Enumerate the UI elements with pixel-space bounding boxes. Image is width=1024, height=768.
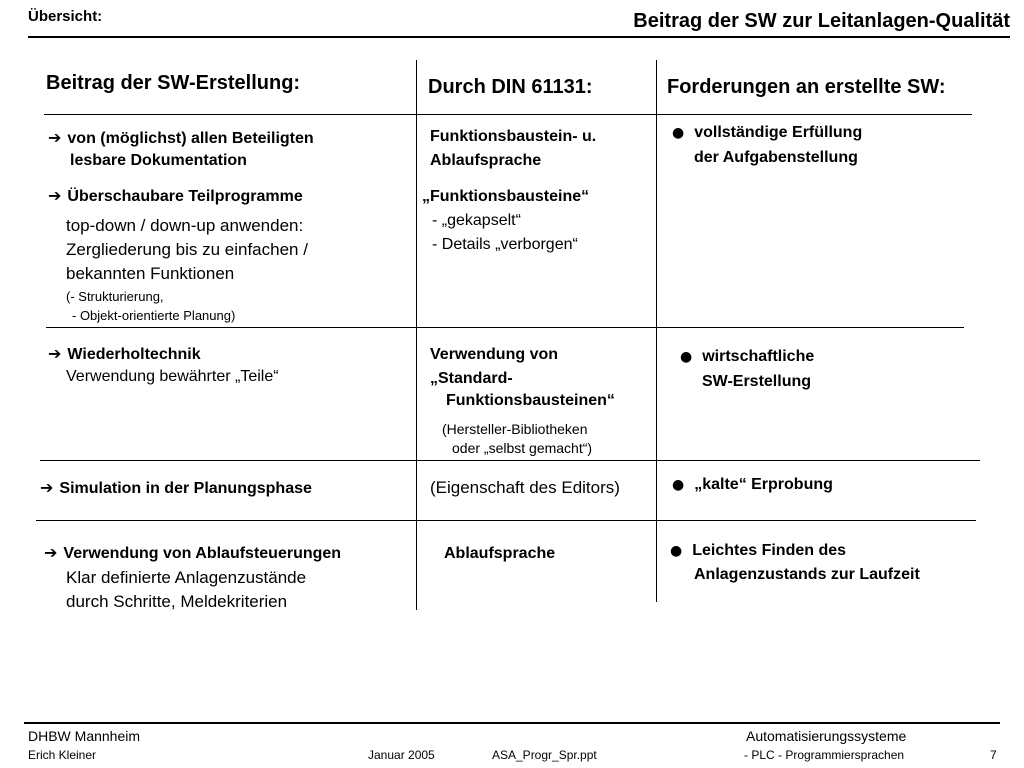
header-section-label: Übersicht: xyxy=(28,8,103,25)
footer-organization: DHBW Mannheim xyxy=(28,728,141,744)
footer-divider xyxy=(24,722,1000,724)
list-item: ● vollständige Erfüllung xyxy=(672,124,863,141)
list-item: ➔ Wiederholtechnik xyxy=(48,344,201,363)
arrow-right-icon: ➔ xyxy=(44,543,58,562)
list-item: ● wirtschaftliche xyxy=(680,348,815,365)
arrow-right-icon: ➔ xyxy=(48,344,62,363)
header-divider xyxy=(28,36,1010,38)
footer-filename: ASA_Progr_Spr.ppt xyxy=(492,748,597,762)
body-text: durch Schritte, Meldekriterien xyxy=(66,592,288,611)
list-item: ➔ Simulation in der Planungsphase xyxy=(40,478,312,497)
body-text: Funktionsbausteinen“ xyxy=(446,392,615,409)
body-text: Verwendung bewährter „Teile“ xyxy=(66,368,279,385)
body-text: Klar definierte Anlagenzustände xyxy=(66,568,307,587)
row-divider-2 xyxy=(46,327,964,328)
list-item-continuation: der Aufgabenstellung xyxy=(694,149,858,166)
list-item: ➔ von (möglichst) allen Beteiligten xyxy=(48,128,314,147)
body-text-small: - Objekt-orientierte Planung) xyxy=(72,308,236,323)
bullet-icon: ● xyxy=(670,543,683,559)
column-heading-din: Durch DIN 61131: xyxy=(428,76,593,98)
body-text-small: (Hersteller-Bibliotheken xyxy=(442,421,588,437)
list-item-continuation: lesbare Dokumentation xyxy=(70,152,247,169)
list-item-continuation: Anlagenzustands zur Laufzeit xyxy=(694,566,920,583)
body-text: top-down / down-up anwenden: xyxy=(66,216,304,235)
slide-title: Beitrag der SW zur Leitanlagen-Qualität xyxy=(633,10,1010,32)
footer-course: Automatisierungssysteme xyxy=(746,728,907,744)
arrow-right-icon: ➔ xyxy=(40,478,54,497)
page-number: 7 xyxy=(990,748,997,762)
body-text: Ablaufsprache xyxy=(444,545,556,562)
footer-topic: - PLC - Programmiersprachen xyxy=(744,748,905,762)
row-divider-3 xyxy=(40,460,980,461)
body-text: „Funktionsbausteine“ xyxy=(422,188,590,205)
body-text: Ablaufsprache xyxy=(430,152,542,169)
body-text: „Standard- xyxy=(430,370,513,387)
list-item: ➔ Verwendung von Ablaufsteuerungen xyxy=(44,543,342,562)
list-item-continuation: SW-Erstellung xyxy=(702,373,812,390)
body-text: - Details „verborgen“ xyxy=(432,236,578,253)
bullet-icon: ● xyxy=(672,125,685,141)
body-text: - „gekapselt“ xyxy=(432,212,521,229)
body-text: Funktionsbaustein- u. xyxy=(430,128,597,145)
column-heading-requirements: Forderungen an erstellte SW: xyxy=(667,76,946,98)
body-text: (Eigenschaft des Editors) xyxy=(430,478,620,497)
column-heading-sw-creation: Beitrag der SW-Erstellung: xyxy=(46,72,301,94)
bullet-icon: ● xyxy=(672,477,685,493)
body-text-small: oder „selbst gemacht“) xyxy=(452,440,593,456)
row-divider-4 xyxy=(36,520,976,521)
list-item: ● „kalte“ Erprobung xyxy=(672,476,833,493)
arrow-right-icon: ➔ xyxy=(48,186,62,205)
bullet-icon: ● xyxy=(680,349,693,365)
footer-date: Januar 2005 xyxy=(368,748,435,762)
list-item: ● Leichtes Finden des xyxy=(670,542,847,559)
body-text: Verwendung von xyxy=(430,346,559,363)
row-divider-1 xyxy=(44,114,972,115)
footer-author: Erich Kleiner xyxy=(28,748,97,762)
body-text: bekannten Funktionen xyxy=(66,264,235,283)
body-text-small: (- Strukturierung, xyxy=(66,289,164,304)
list-item: ➔ Überschaubare Teilprogramme xyxy=(48,186,303,205)
body-text: Zergliederung bis zu einfachen / xyxy=(66,240,308,259)
column-divider-left xyxy=(416,60,417,610)
arrow-right-icon: ➔ xyxy=(48,128,62,147)
